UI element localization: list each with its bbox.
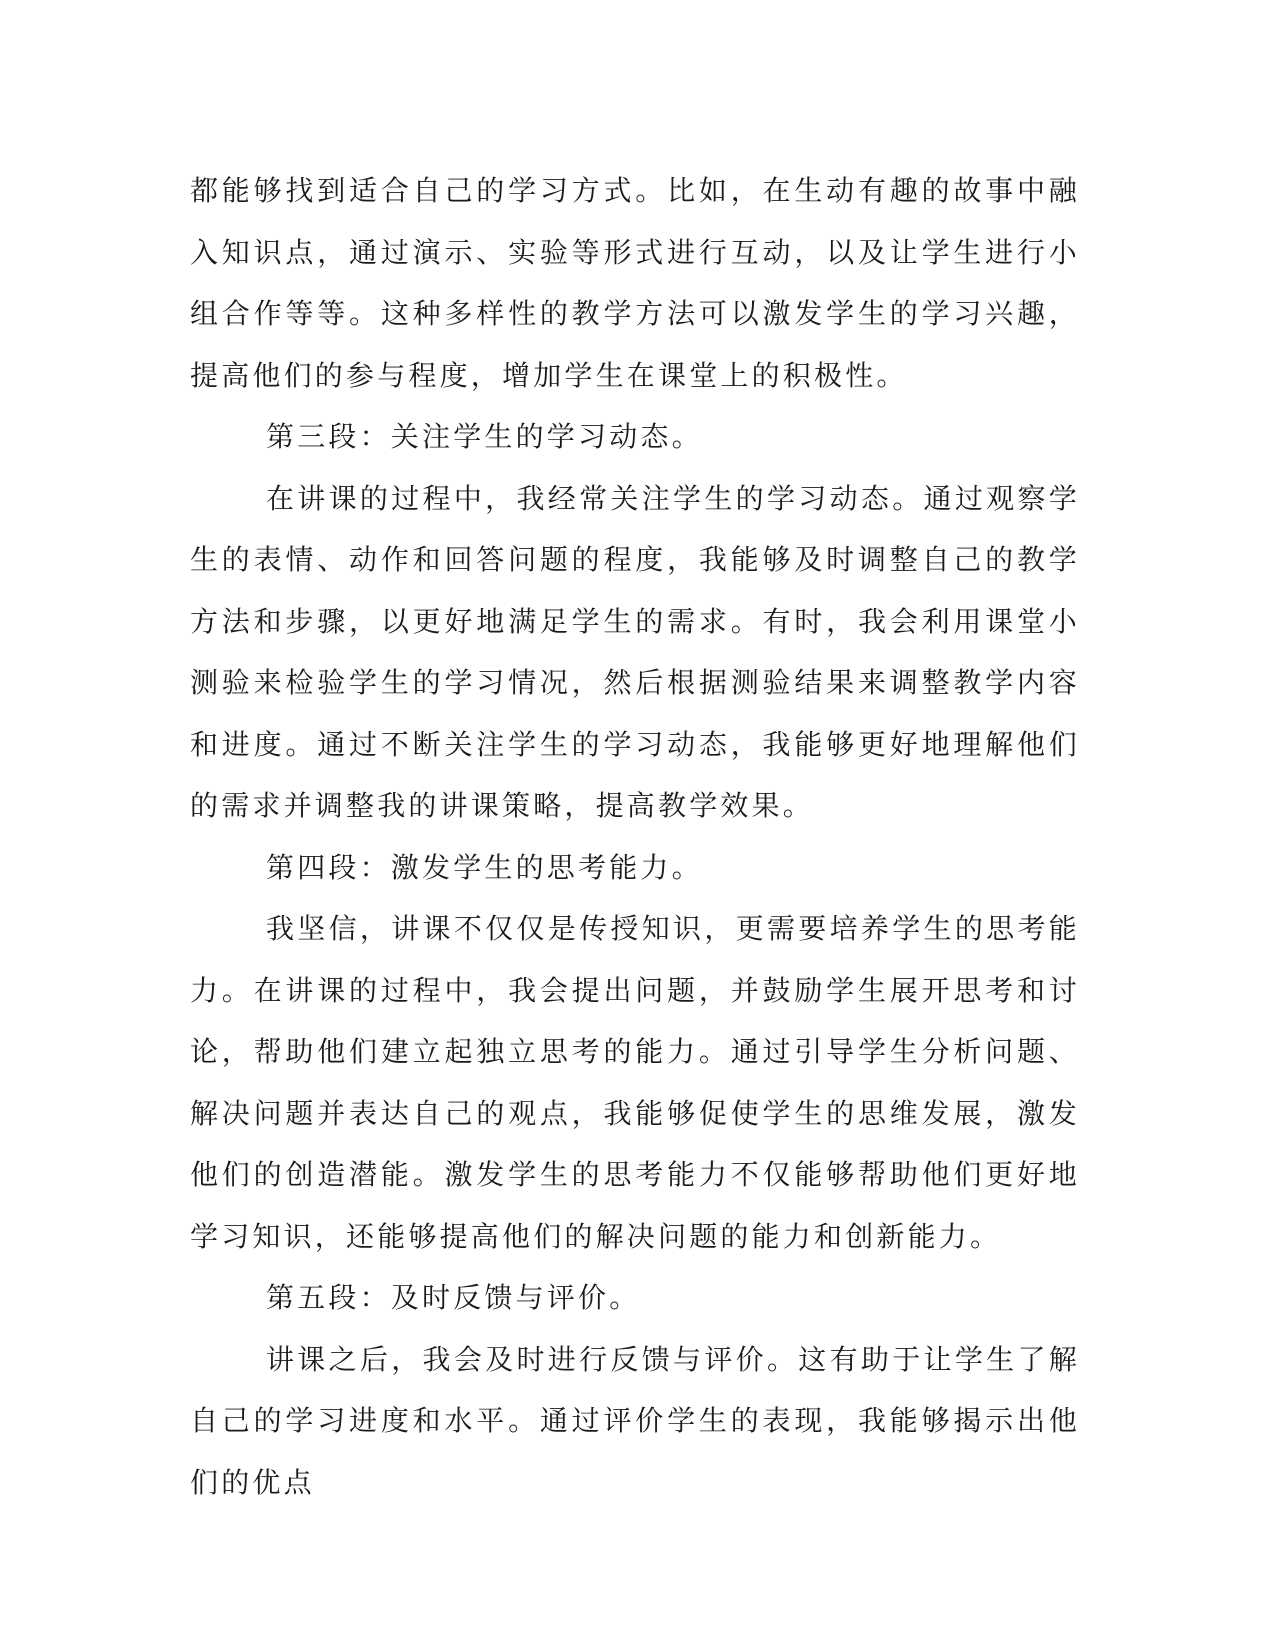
section-heading-4: 第四段：激发学生的思考能力。	[266, 850, 703, 884]
paragraph-section-3: 在讲课的过程中，我经常关注学生的学习动态。通过观察学生的表情、动作和回答问题的程度，我能够及时调整自己的教学方法和步骤，以更好地满足学生的需求。有时，我会利用课堂小测验来检验学生的学习情况，然后根据测验结果来调整教学内容和进度。通过不断关注学生的学习动态，我能够更好地理解他们的需求并调整我的讲课策略，提高教学效果。	[190, 481, 1080, 822]
paragraph-continued: 都能够找到适合自己的学习方式。比如，在生动有趣的故事中融入知识点，通过演示、实验等形式进行互动，以及让学生进行小组合作等等。这种多样性的教学方法可以激发学生的学习兴趣，提高他们的参与程度，增加学生在课堂上的积极性。	[190, 174, 1080, 392]
section-heading-5: 第五段：及时反馈与评价。	[266, 1281, 641, 1314]
document-body	[190, 160, 1080, 1513]
paragraph-section-4: 我坚信，讲课不仅仅是传授知识，更需要培养学生的思考能力。在讲课的过程中，我会提出问题，并鼓励学生展开思考和讨论，帮助他们建立起独立思考的能力。通过引导学生分析问题、解决问题并表达自己的观点，我能够促使学生的思维发展，激发他们的创造潜能。激发学生的思考能力不仅能够帮助他们更好地学习知识，还能够提高他们的解决问题的能力和创新能力。	[190, 912, 1080, 1253]
section-heading-3: 第三段：关注学生的学习动态。	[266, 420, 703, 453]
paragraph-section-5: 讲课之后，我会及时进行反馈与评价。这有助于让学生了解自己的学习进度和水平。通过评价学生的表现，我能够揭示出他们的优点	[190, 1342, 1080, 1499]
